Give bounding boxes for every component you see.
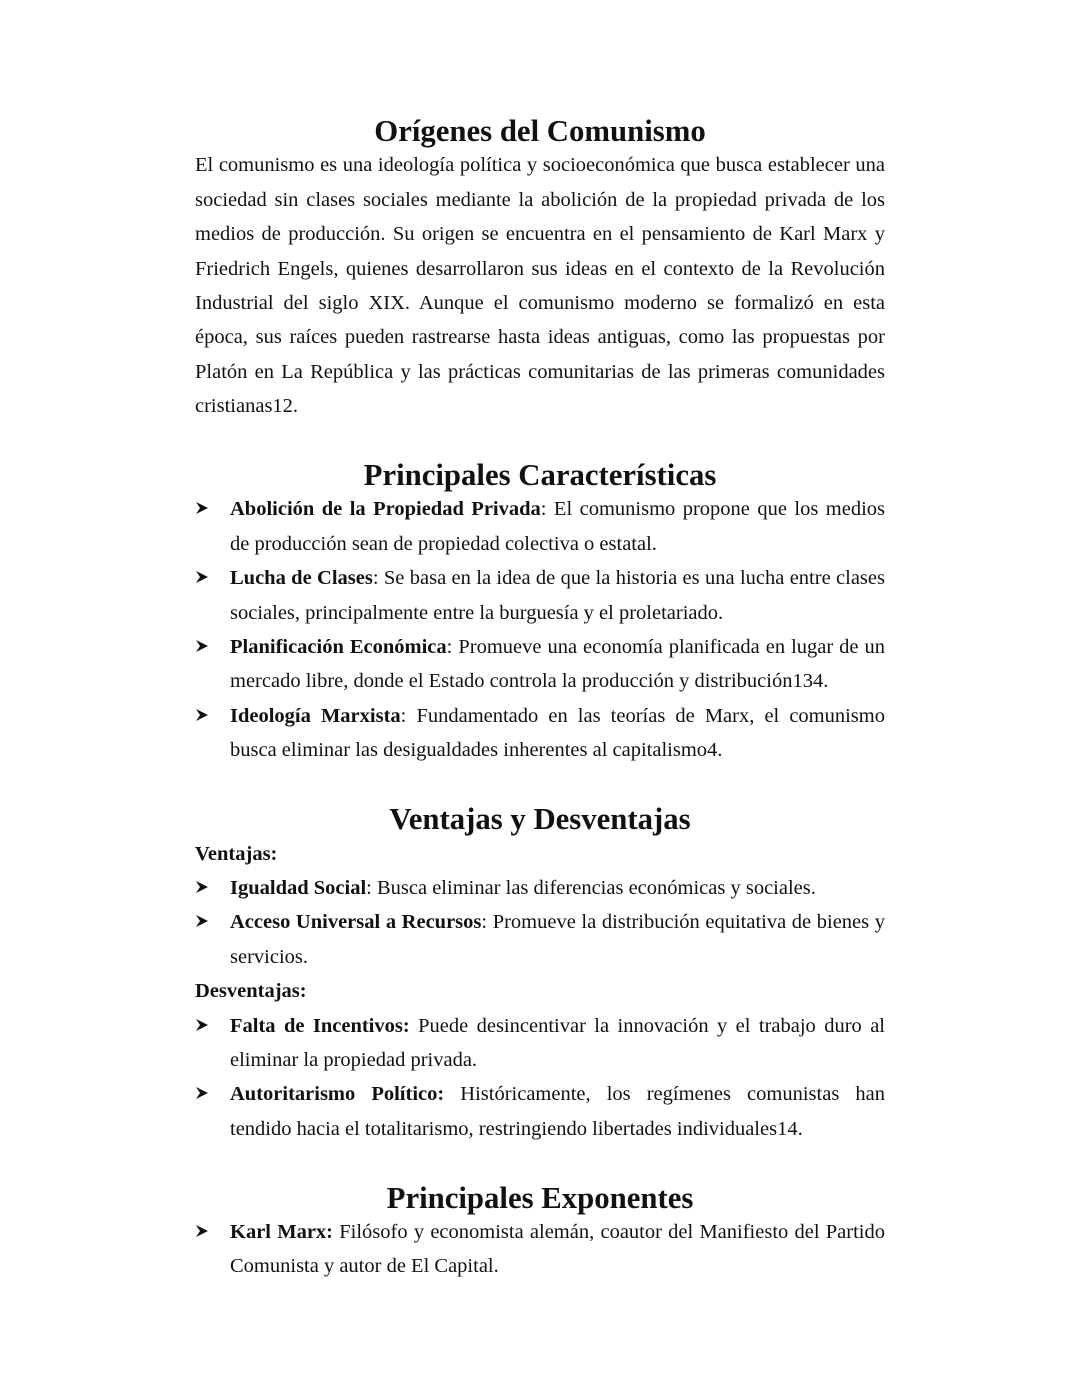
section-title-pros-cons: Ventajas y Desventajas [389,802,691,837]
item-term: Abolición de la Propiedad Privada [230,498,541,521]
item-text: : Se basa en la idea de que la historia es una lucha entre clases sociales, principalmente entre la burguesía y el proletariado. [230,567,885,624]
characteristics-list [195,492,885,767]
arrowhead-bullet-icon [195,501,209,515]
item-term: Lucha de Clases [230,567,373,590]
arrowhead-bullet-icon [195,708,209,722]
arrowhead-bullet-icon [195,914,209,928]
section-title-origins: Orígenes del Comunismo [374,114,706,148]
spacer [195,424,885,458]
document-page [195,114,885,1284]
spacer [195,1146,885,1180]
item-text: Históricamente, los regímenes comunistas han tendido hacia el totalitarismo, restringiendo libertades individuales14. [230,1083,885,1140]
list-item [195,1215,885,1284]
list-item [195,905,885,974]
list-item [195,1009,885,1078]
spacer [195,768,885,802]
list-item [195,492,885,561]
item-term: Falta de Incentivos: [230,1014,410,1037]
pros-list [195,871,885,974]
item-text: : El comunismo propone que los medios de producción sean de propiedad colectiva o estatal. [230,498,885,555]
exponents-list [195,1215,885,1284]
item-text: : Fundamentado en las teorías de Marx, el comunismo busca eliminar las desigualdades inherentes al capitalismo4. [230,704,885,762]
list-item [195,1077,885,1146]
item-text: : Promueve la distribución equitativa de bienes y servicios. [230,911,885,968]
list-item [195,871,885,905]
arrowhead-bullet-icon [195,880,209,894]
item-text: Filósofo y economista alemán, coautor del Manifiesto del Partido Comunista y autor de El Capital. [230,1220,886,1278]
pros-label: Ventajas: [195,842,278,865]
list-item [195,561,885,630]
item-term: Autoritarismo Político: [230,1083,445,1106]
arrowhead-bullet-icon [195,1018,209,1032]
section-title-exponents: Principales Exponentes [386,1180,694,1215]
arrowhead-bullet-icon [195,1224,209,1238]
item-text: : Promueve una economía planificada en lugar de un mercado libre, donde el Estado controla la producción y distribución134. [230,636,886,693]
section-title-characteristics: Principales Características [363,458,717,493]
item-term: Ideología Marxista [230,704,401,727]
item-term: Acceso Universal a Recursos [230,911,482,934]
arrowhead-bullet-icon [195,570,209,584]
list-item [195,699,885,768]
item-text: : Busca eliminar las diferencias económicas y sociales. [366,876,816,899]
cons-label: Desventajas: [195,980,307,1003]
item-term: Karl Marx: [230,1220,334,1243]
item-text: Puede desincentivar la innovación y el trabajo duro al eliminar la propiedad privada. [230,1014,885,1071]
item-term: Igualdad Social [230,876,367,899]
cons-list [195,1009,885,1147]
arrowhead-bullet-icon [195,1086,209,1100]
item-term: Planificación Económica [230,636,447,659]
arrowhead-bullet-icon [195,639,209,653]
list-item [195,630,885,699]
origins-paragraph: El comunismo es una ideología política y socioeconómica que busca establecer una sociedad sin clases sociales mediante la abolición de la propiedad privada de los medios de producción. Su origen se encuentra en el pensamiento de Karl Marx y Friedrich Engels, quienes desarrollaron sus ideas en el contexto de la Revolución Industrial del siglo XIX. Aunque el comunismo moderno se formalizó en esta época, sus raíces pueden rastrearse hasta ideas antiguas, como las propuestas por Platón en La República y las prácticas comunitarias de las primeras comunidades cristianas12. [195,154,885,418]
